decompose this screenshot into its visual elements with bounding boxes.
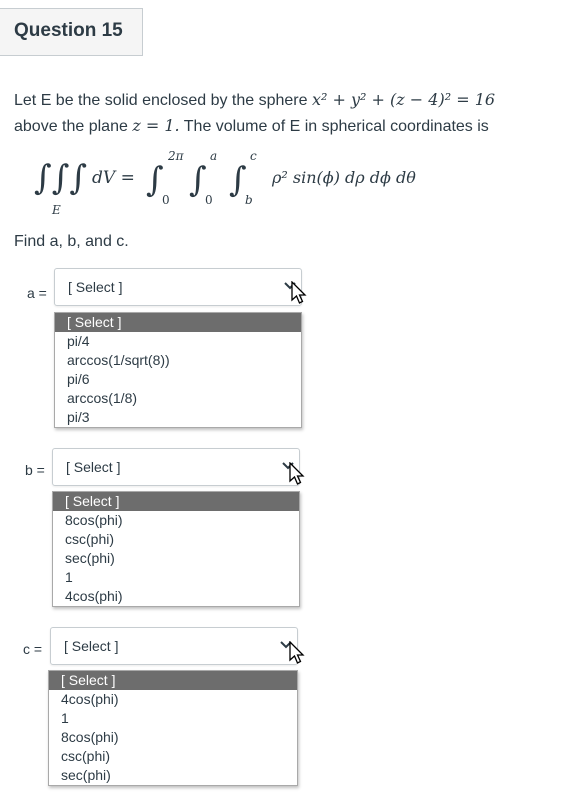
select-c-option[interactable]: [ Select ] <box>49 671 297 690</box>
mouse-pointer-icon <box>291 281 309 305</box>
select-c-option[interactable]: 4cos(phi) <box>61 691 119 707</box>
select-a-option[interactable]: pi/4 <box>67 333 90 349</box>
select-a-option[interactable]: arccos(1/sqrt(8)) <box>67 352 170 368</box>
mouse-pointer-icon <box>289 641 307 665</box>
select-b-option[interactable]: csc(phi) <box>65 531 115 547</box>
select-a-dropdown[interactable] <box>54 268 302 306</box>
question-line-1 <box>14 90 495 110</box>
dv-label: dV = <box>92 168 135 188</box>
select-b-option[interactable]: [ Select ] <box>53 492 299 511</box>
select-a-option[interactable]: [ Select ] <box>55 313 301 332</box>
integral-svg <box>34 146 454 218</box>
select-c-option[interactable]: csc(phi) <box>61 748 111 764</box>
select-b-value: [ Select ] <box>66 459 121 475</box>
inner-integral-sign: ∫ <box>229 160 247 200</box>
question-header <box>0 8 143 56</box>
select-c-dropdown[interactable] <box>50 627 298 665</box>
find-instruction: Find a, b, and c. <box>14 233 129 250</box>
question-intro-text: Let E be the solid enclosed by the sphere <box>14 92 308 109</box>
select-c-value: [ Select ] <box>64 638 119 654</box>
outer-upper-limit: 2π <box>168 149 184 163</box>
select-b-dropdown[interactable] <box>52 448 300 486</box>
select-b-option[interactable]: 4cos(phi) <box>65 588 123 604</box>
integrand: ρ² sin(ϕ) dρ dϕ dθ <box>272 168 416 187</box>
select-c-option[interactable]: sec(phi) <box>61 767 111 783</box>
select-a-label: a = <box>27 285 47 301</box>
middle-lower-limit: 0 <box>205 193 213 207</box>
question-title: Question 15 <box>14 20 123 41</box>
middle-integral-sign: ∫ <box>189 160 207 200</box>
select-b-label: b = <box>25 462 45 478</box>
select-a-option[interactable]: pi/3 <box>67 409 90 425</box>
outer-integral-sign: ∫ <box>146 160 164 200</box>
inner-upper-limit: c <box>250 149 257 163</box>
middle-upper-limit: a <box>210 149 218 163</box>
inner-lower-limit: b <box>245 193 253 207</box>
select-c-label: c = <box>23 641 43 657</box>
select-b-options-list[interactable] <box>52 491 300 607</box>
select-b-option[interactable]: sec(phi) <box>65 550 115 566</box>
triple-integral-sign: ∫∫∫ <box>34 158 88 198</box>
mouse-pointer-icon <box>289 462 307 486</box>
select-c-option[interactable]: 1 <box>61 710 69 726</box>
select-a-options-list[interactable] <box>54 312 302 428</box>
volume-text: The volume of E in spherical coordinates is <box>183 118 489 135</box>
select-a-option[interactable]: arccos(1/8) <box>67 390 138 406</box>
plane-equation: z = 1. <box>132 116 180 135</box>
select-a-option[interactable]: pi/6 <box>67 371 90 387</box>
sphere-equation: x² + y² + (z − 4)² = 16 <box>311 90 496 109</box>
volume-integral-formula <box>34 146 454 218</box>
select-c-option[interactable]: 8cos(phi) <box>61 729 119 745</box>
select-b-option[interactable]: 8cos(phi) <box>65 512 123 528</box>
select-b-option[interactable]: 1 <box>65 569 73 585</box>
select-a-value: [ Select ] <box>68 279 123 295</box>
plane-text: above the plane <box>14 118 128 135</box>
question-line-2 <box>14 116 489 136</box>
outer-lower-limit: 0 <box>162 193 170 207</box>
region-label: E <box>52 203 61 217</box>
select-c-options-list[interactable] <box>48 670 298 786</box>
